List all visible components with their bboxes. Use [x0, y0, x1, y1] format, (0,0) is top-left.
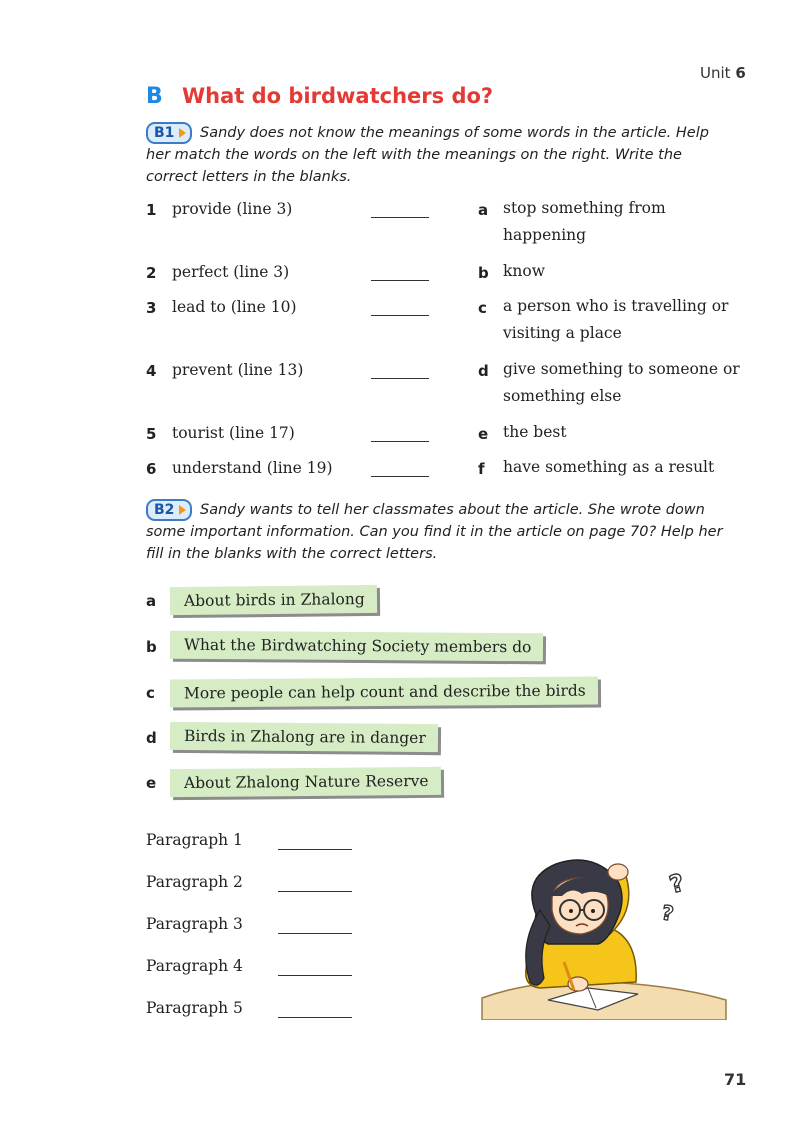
option-strip: About Zhalong Nature Reserve [170, 767, 441, 797]
paragraph-label: Paragraph 3 [146, 915, 243, 933]
meaning-text: the best [503, 423, 567, 441]
unit-number: 6 [735, 64, 746, 82]
answer-blank[interactable] [371, 460, 429, 477]
option-strip: About birds in Zhalong [170, 585, 377, 615]
paragraph-label: Paragraph 2 [146, 873, 243, 891]
word-item: provide (line 3) [172, 200, 293, 218]
meaning-text: give something to someone or something else [503, 360, 740, 405]
b2-tag: B2 [146, 499, 192, 521]
thinking-girl-illustration [478, 850, 728, 1020]
section-letter: B [146, 84, 163, 109]
paragraph-label: Paragraph 4 [146, 957, 243, 975]
option-strip: More people can help count and describe the birds [170, 677, 598, 708]
meaning-letter: b [478, 264, 489, 282]
page-number: 71 [724, 1070, 747, 1089]
option-strip: Birds in Zhalong are in danger [170, 722, 438, 752]
question-mark-icon: ? [659, 900, 676, 926]
meaning-letter: e [478, 425, 489, 443]
paragraph-blank[interactable] [278, 833, 352, 850]
word-number: 6 [146, 460, 157, 478]
answer-blank[interactable] [371, 201, 429, 218]
word-number: 4 [146, 362, 157, 380]
meaning-letter: d [478, 362, 489, 380]
meaning-text: have something as a result [503, 458, 715, 476]
answer-blank[interactable] [371, 299, 429, 316]
word-item: tourist (line 17) [172, 424, 295, 442]
meaning-letter: a [478, 201, 489, 219]
paragraph-label: Paragraph 1 [146, 831, 243, 849]
word-number: 2 [146, 264, 157, 282]
option-letter: e [146, 774, 157, 792]
meaning-text: stop something from happening [503, 199, 666, 244]
answer-blank[interactable] [371, 362, 429, 379]
word-number: 3 [146, 299, 157, 317]
section-title: What do birdwatchers do? [182, 84, 494, 108]
word-item: prevent (line 13) [172, 361, 304, 379]
word-item: lead to (line 10) [172, 298, 297, 316]
option-letter: d [146, 729, 157, 747]
word-number: 1 [146, 201, 157, 219]
b1-tag: B1 [146, 122, 192, 144]
paragraph-label: Paragraph 5 [146, 999, 243, 1017]
b1-instructions: Sandy does not know the meanings of some words in the article. Help her match the words on the left with the meanings on the right. Write the correct letters in the blanks. [146, 125, 709, 185]
paragraph-blank[interactable] [278, 875, 352, 892]
answer-blank[interactable] [371, 264, 429, 281]
word-item: perfect (line 3) [172, 263, 290, 281]
meaning-letter: c [478, 299, 487, 317]
option-letter: c [146, 684, 155, 702]
unit-label: Unit 6 [700, 64, 746, 82]
question-mark-icon: ? [666, 868, 688, 900]
meaning-text: know [503, 262, 545, 280]
paragraph-blank[interactable] [278, 959, 352, 976]
option-letter: b [146, 638, 157, 656]
meaning-letter: f [478, 460, 485, 478]
paragraph-blank[interactable] [278, 1001, 352, 1018]
answer-blank[interactable] [371, 425, 429, 442]
word-number: 5 [146, 425, 157, 443]
b2-instructions: Sandy wants to tell her classmates about the article. She wrote down some important information. Can you find it in the article on page 70? Help her fill in the blanks with the correct letters. [146, 502, 723, 562]
option-strip: What the Birdwatching Society members do [170, 631, 544, 662]
option-letter: a [146, 592, 157, 610]
word-item: understand (line 19) [172, 459, 333, 477]
meaning-text: a person who is travelling or visiting a place [503, 297, 729, 342]
paragraph-blank[interactable] [278, 917, 352, 934]
